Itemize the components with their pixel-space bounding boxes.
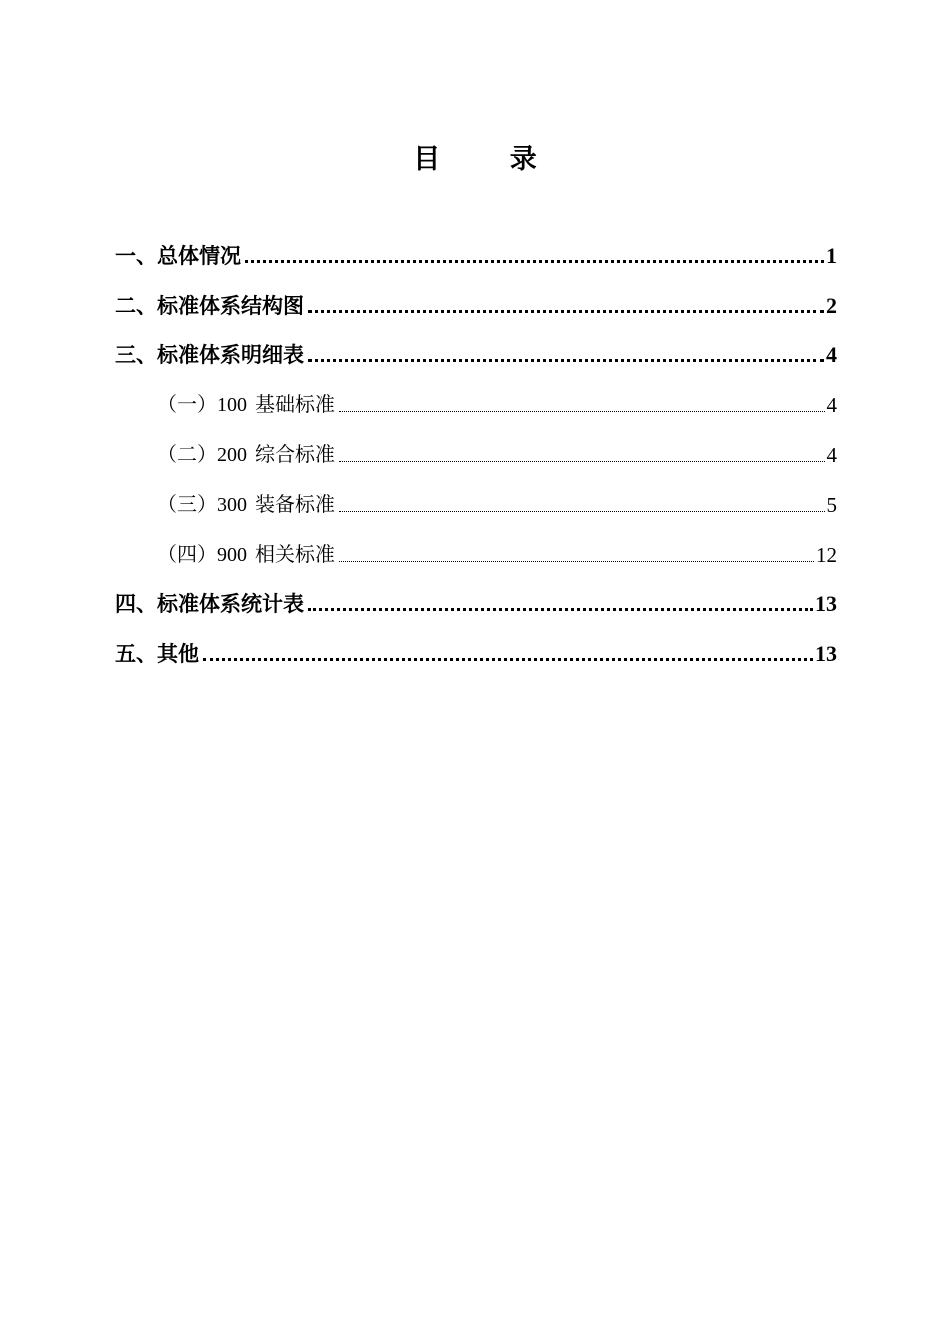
dot-leader — [308, 359, 824, 362]
toc-entry-prefix: （二） — [157, 441, 217, 466]
toc-page-number: 13 — [815, 641, 837, 667]
toc-entry-label: 二、标准体系结构图 — [115, 293, 304, 318]
toc-title: 目 录 — [413, 144, 567, 175]
toc-page-number: 12 — [816, 542, 837, 567]
dot-leader — [245, 260, 824, 263]
dot-leader — [308, 310, 824, 313]
toc-entry-prefix: （三） — [157, 491, 217, 516]
toc-entry-code: 200 — [217, 443, 247, 466]
toc-entry-label — [157, 440, 335, 475]
dot-leader — [339, 511, 825, 512]
toc-entry-code: 900 — [217, 543, 247, 566]
toc-entry-code: 100 — [217, 394, 247, 417]
dot-leader — [308, 608, 813, 611]
toc-page-number: 2 — [826, 292, 837, 318]
toc-page-number: 4 — [826, 342, 837, 368]
toc-entry-equipment-standards[interactable] — [115, 475, 837, 525]
table-of-contents — [115, 226, 837, 674]
dot-leader — [339, 461, 825, 462]
dot-leader — [339, 561, 814, 562]
toc-entry-text: 相关标准 — [255, 541, 335, 566]
toc-entry-other[interactable] — [115, 624, 837, 674]
toc-entry-label — [157, 540, 335, 575]
toc-entry-detail-table[interactable] — [115, 326, 837, 376]
toc-entry-general-standards[interactable] — [115, 425, 837, 475]
toc-entry-label — [157, 390, 335, 425]
toc-entry-label: 一、总体情况 — [115, 243, 241, 268]
toc-page-number: 4 — [826, 393, 837, 418]
toc-page-number: 1 — [826, 242, 837, 268]
toc-entry-label: 五、其他 — [115, 642, 199, 667]
toc-entry-text: 基础标准 — [255, 392, 335, 417]
toc-entry-label — [157, 490, 335, 525]
toc-entry-label: 三、标准体系明细表 — [115, 343, 304, 368]
toc-entry-text: 综合标准 — [255, 441, 335, 466]
toc-entry-prefix: （四） — [157, 541, 217, 566]
toc-entry-related-standards[interactable] — [115, 525, 837, 575]
toc-page-number: 4 — [826, 442, 837, 467]
toc-entry-overview[interactable] — [115, 226, 837, 276]
toc-page-number: 13 — [815, 591, 837, 617]
dot-leader — [203, 658, 813, 661]
toc-entry-structure-diagram[interactable] — [115, 276, 837, 326]
toc-entry-text: 装备标准 — [255, 491, 335, 516]
dot-leader — [339, 411, 825, 412]
toc-page-number: 5 — [826, 492, 837, 517]
toc-entry-code: 300 — [217, 493, 247, 516]
toc-entry-statistics-table[interactable] — [115, 575, 837, 625]
toc-entry-basic-standards[interactable] — [115, 375, 837, 425]
toc-entry-label: 四、标准体系统计表 — [115, 592, 304, 617]
toc-entry-prefix: （一） — [157, 392, 217, 417]
